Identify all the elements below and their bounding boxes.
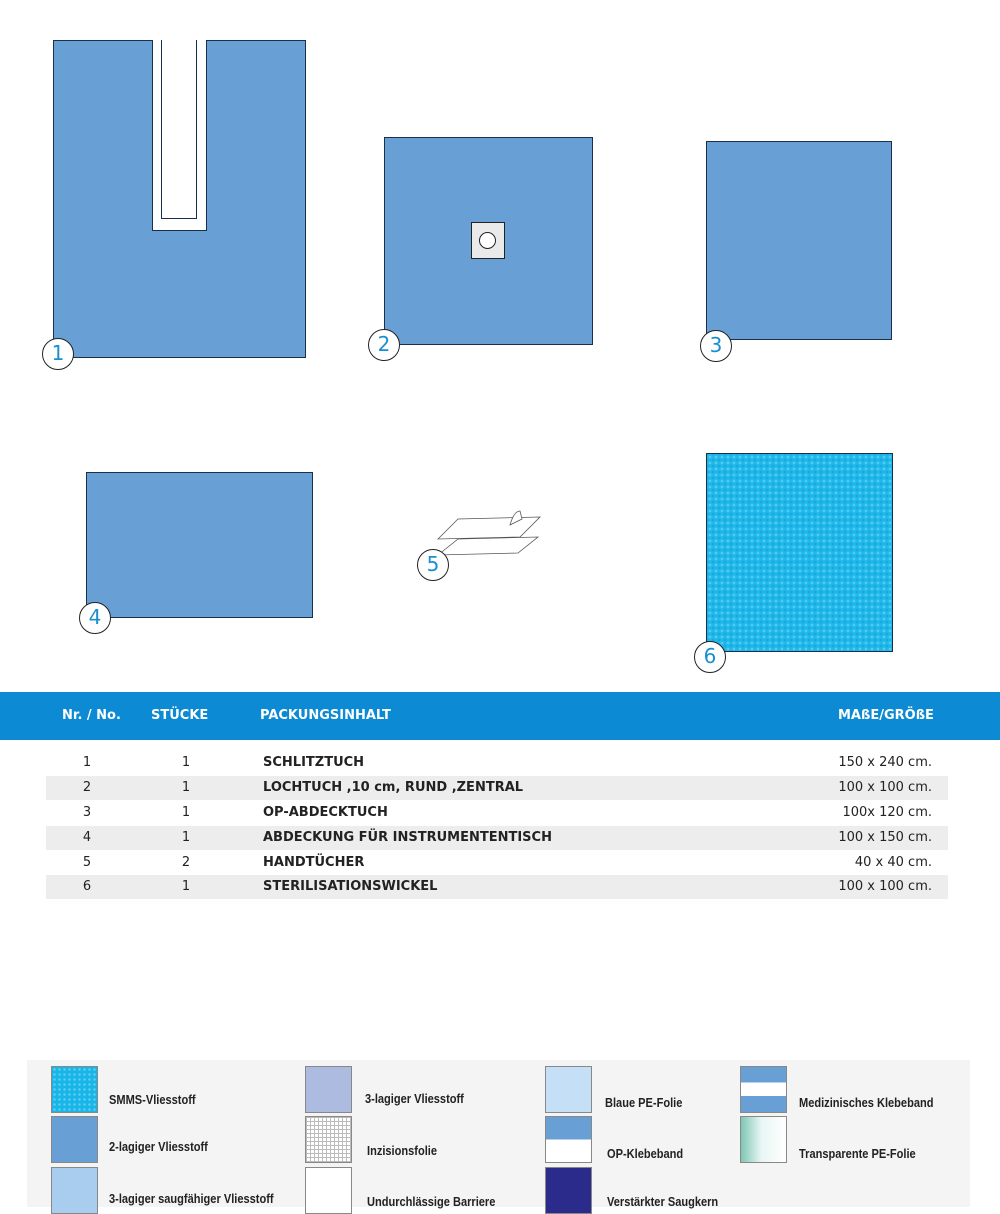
row-qty: 1 <box>181 805 191 820</box>
row-name: LOCHTUCH ,10 cm, RUND ,ZENTRAL <box>263 780 524 795</box>
drape-instrument-table <box>86 472 313 618</box>
row-size: 100 x 100 cm. <box>838 780 932 795</box>
table-row <box>46 751 948 775</box>
row-name: ABDECKUNG FÜR INSTRUMENTENTISCH <box>263 830 552 845</box>
row-size: 100x 120 cm. <box>842 805 932 820</box>
row-no: 2 <box>82 780 92 795</box>
figure-number-5: 5 <box>417 549 449 581</box>
figure-number-4: 4 <box>79 602 111 634</box>
swatch-2-layer <box>51 1116 98 1163</box>
legend-label: Undurchlässige Barriere <box>367 1194 496 1209</box>
swatch-medical-tape <box>740 1066 787 1113</box>
figure-number-3: 3 <box>700 330 732 362</box>
legend-label: OP-Klebeband <box>607 1146 684 1161</box>
legend-label: SMMS-Vliesstoff <box>109 1092 196 1107</box>
figure-number-6: 6 <box>694 641 726 673</box>
row-no: 3 <box>82 805 92 820</box>
row-no: 4 <box>82 830 92 845</box>
drape-slit-inner <box>161 40 197 219</box>
legend-label: 2-lagiger Vliesstoff <box>109 1139 208 1154</box>
legend-label: Transparente PE-Folie <box>799 1146 916 1161</box>
row-no: 1 <box>82 755 92 770</box>
table-row <box>46 801 948 825</box>
row-qty: 1 <box>181 755 191 770</box>
header-qty: STÜCKE <box>151 708 209 723</box>
swatch-3-layer <box>305 1066 352 1113</box>
drape-op <box>706 141 892 340</box>
figure-number-1: 1 <box>42 338 74 370</box>
swatch-incision-film <box>305 1116 352 1163</box>
fenestration-hole <box>479 232 496 249</box>
legend-label: Medizinisches Klebeband <box>799 1095 934 1110</box>
legend-label: Verstärkter Saugkern <box>607 1194 719 1209</box>
header-size: MAßE/GRÖßE <box>838 708 934 723</box>
row-no: 6 <box>82 879 92 894</box>
swatch-op-tape <box>545 1116 592 1163</box>
material-legend <box>27 1060 970 1207</box>
legend-label: 3-lagiger Vliesstoff <box>365 1091 464 1106</box>
row-name: OP-ABDECKTUCH <box>263 805 388 820</box>
swatch-transparent-pe-film <box>740 1116 787 1163</box>
row-name: STERILISATIONSWICKEL <box>263 879 438 894</box>
sterilization-wrap <box>706 453 893 652</box>
table-row <box>46 776 948 800</box>
table-row <box>46 851 948 875</box>
header-no: Nr. / No. <box>62 708 121 723</box>
swatch-smms <box>51 1066 98 1113</box>
row-size: 100 x 100 cm. <box>838 879 932 894</box>
header-content: PACKUNGSINHALT <box>260 708 391 723</box>
row-name: HANDTÜCHER <box>263 855 365 870</box>
fenestration-window <box>471 222 505 259</box>
row-no: 5 <box>82 855 92 870</box>
legend-label: Blaue PE-Folie <box>605 1095 683 1110</box>
row-name: SCHLITZTUCH <box>263 755 365 770</box>
row-size: 150 x 240 cm. <box>838 755 932 770</box>
row-size: 40 x 40 cm. <box>854 855 932 870</box>
hand-towels-illustration <box>430 505 550 565</box>
table-row <box>46 875 948 899</box>
row-size: 100 x 150 cm. <box>838 830 932 845</box>
swatch-blue-pe-film <box>545 1066 592 1113</box>
figure-number-2: 2 <box>368 329 400 361</box>
table-header <box>0 692 1000 740</box>
row-qty: 1 <box>181 879 191 894</box>
row-qty: 1 <box>181 830 191 845</box>
row-qty: 1 <box>181 780 191 795</box>
row-qty: 2 <box>181 855 191 870</box>
table-row <box>46 826 948 850</box>
legend-label: Inzisionsfolie <box>367 1143 437 1158</box>
legend-label: 3-lagiger saugfähiger Vliesstoff <box>109 1191 274 1206</box>
